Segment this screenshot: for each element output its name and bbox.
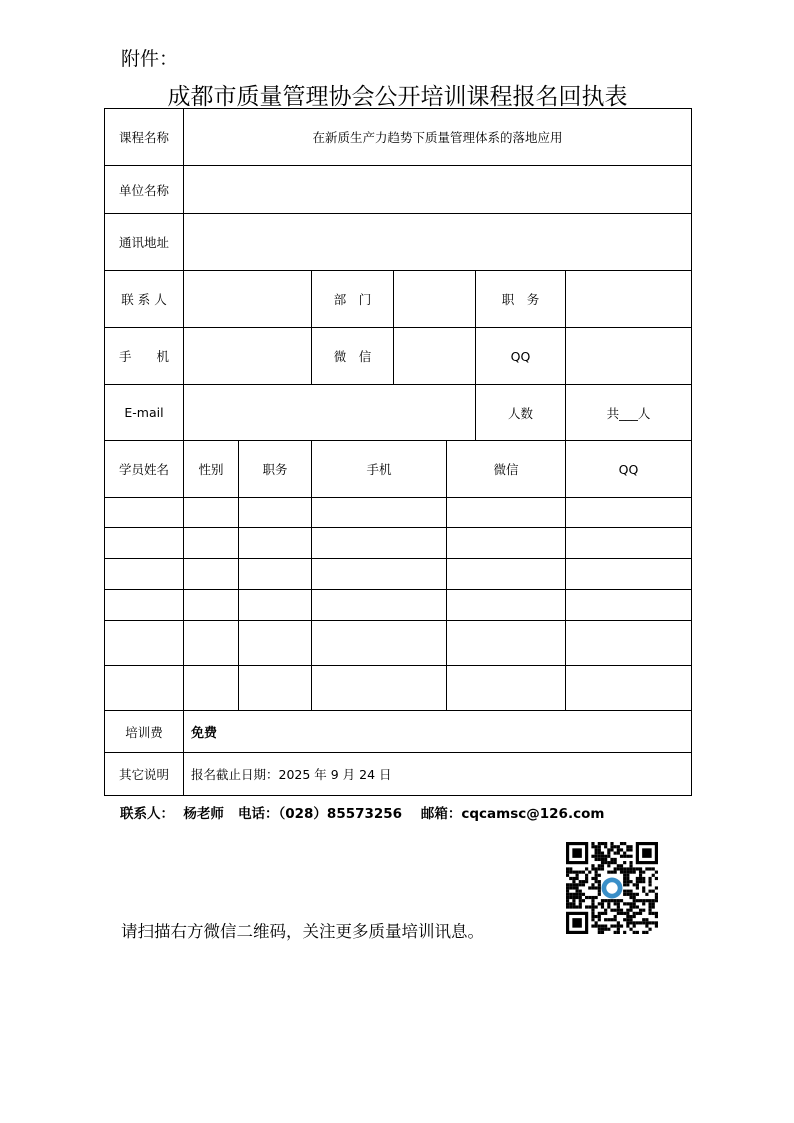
dept-label: 部 门 [312,271,394,328]
cell[interactable] [566,559,692,590]
cell[interactable] [312,621,447,666]
page-title: 成都市质量管理协会公开培训课程报名回执表 [167,84,628,110]
cell[interactable] [239,559,312,590]
header-wechat: 微信 [447,441,566,498]
table-row [105,559,692,590]
wechat-label: 微 信 [312,328,394,385]
cell[interactable] [239,666,312,711]
cell[interactable] [105,498,184,528]
cell[interactable] [566,498,692,528]
fee-value: 免费 [184,711,692,753]
cell[interactable] [312,528,447,559]
cell[interactable] [312,590,447,621]
qq-label: QQ [476,328,566,385]
table-row [105,498,692,528]
qr-note: 请扫描右方微信二维码，关注更多质量培训讯息。 [121,922,484,941]
cell[interactable] [447,621,566,666]
cell[interactable] [105,528,184,559]
course-label: 课程名称 [105,109,184,166]
header-gender: 性别 [184,441,239,498]
cell[interactable] [239,590,312,621]
cell[interactable] [566,528,692,559]
header-qq: QQ [566,441,692,498]
address-field[interactable] [184,214,692,271]
other-value: 报名截止日期：2025 年 9 月 24 日 [184,753,692,796]
cell[interactable] [105,590,184,621]
table-row [105,666,692,711]
table-row [105,590,692,621]
cell[interactable] [239,498,312,528]
email-field[interactable] [184,385,476,441]
registration-form [104,108,692,796]
cell[interactable] [447,666,566,711]
header-position: 职务 [239,441,312,498]
fee-label: 培训费 [105,711,184,753]
cell[interactable] [447,498,566,528]
cell[interactable] [566,666,692,711]
cell[interactable] [105,666,184,711]
cell[interactable] [184,498,239,528]
table-row [105,528,692,559]
cell[interactable] [239,621,312,666]
cell[interactable] [447,590,566,621]
mobile-label: 手 机 [105,328,184,385]
wechat-qr-code [566,842,658,934]
dept-field[interactable] [394,271,476,328]
attachment-label: 附件： [121,48,179,70]
mobile-field[interactable] [184,328,312,385]
cell[interactable] [184,528,239,559]
cell[interactable] [566,590,692,621]
course-value: 在新质生产力趋势下质量管理体系的落地应用 [184,109,692,166]
cell[interactable] [184,621,239,666]
contact-field[interactable] [184,271,312,328]
company-label: 单位名称 [105,166,184,214]
contact-line: 联系人： 杨老师 电话：（028）85573256 邮箱：cqcamsc@126.com [120,806,605,822]
position-field[interactable] [566,271,692,328]
cell[interactable] [105,559,184,590]
header-name: 学员姓名 [105,441,184,498]
count-field[interactable]: 共___人 [566,385,692,441]
cell[interactable] [447,559,566,590]
qq-field[interactable] [566,328,692,385]
contact-label: 联 系 人 [105,271,184,328]
company-field[interactable] [184,166,692,214]
cell[interactable] [184,590,239,621]
cell[interactable] [566,621,692,666]
cell[interactable] [184,666,239,711]
cell[interactable] [447,528,566,559]
position-label: 职 务 [476,271,566,328]
cell[interactable] [312,666,447,711]
email-label: E-mail [105,385,184,441]
count-label: 人数 [476,385,566,441]
address-label: 通讯地址 [105,214,184,271]
cell[interactable] [312,498,447,528]
students-header [105,441,692,498]
cell[interactable] [184,559,239,590]
other-label: 其它说明 [105,753,184,796]
table-row [105,621,692,666]
wechat-field[interactable] [394,328,476,385]
header-mobile: 手机 [312,441,447,498]
cell[interactable] [312,559,447,590]
cell[interactable] [105,621,184,666]
cell[interactable] [239,528,312,559]
